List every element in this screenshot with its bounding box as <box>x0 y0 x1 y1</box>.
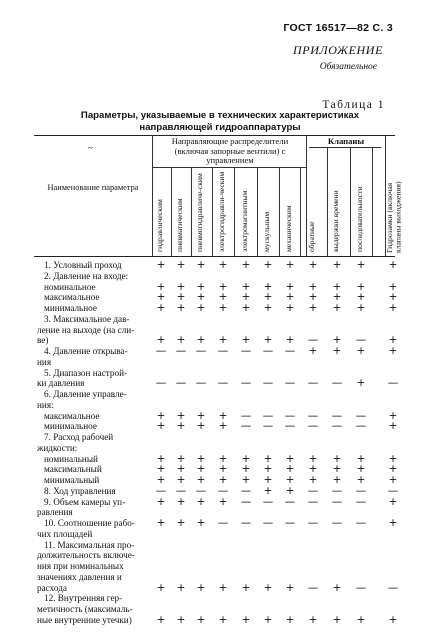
group-header-distributors: Направляющие распределители (включая запорные вентили) с управлением <box>171 136 289 166</box>
applicable-mark: + <box>196 420 206 433</box>
applicable-mark: + <box>263 484 273 497</box>
not-applicable-mark: — <box>307 420 319 433</box>
applicable-mark: + <box>176 452 186 465</box>
applicable-mark: + <box>241 302 251 314</box>
applicable-mark: + <box>176 581 186 594</box>
row-label: минимальное <box>44 303 97 313</box>
not-applicable-mark: — <box>307 495 319 508</box>
applicable-mark: + <box>156 302 166 314</box>
appendix-title: ПРИЛОЖЕНИЕ <box>293 43 383 57</box>
applicable-mark: + <box>285 613 295 626</box>
applicable-mark: + <box>176 259 186 271</box>
applicable-mark: + <box>176 495 186 508</box>
not-applicable-mark: — <box>284 517 296 529</box>
applicable-mark: + <box>196 302 206 314</box>
applicable-mark: + <box>263 259 273 271</box>
applicable-mark: + <box>218 613 228 626</box>
applicable-mark: + <box>332 334 342 347</box>
applicable-mark: + <box>356 291 366 304</box>
applicable-mark: + <box>241 452 251 465</box>
table-number: Таблица 1 <box>322 99 385 111</box>
applicable-mark: + <box>308 345 318 357</box>
column-header: последовательности <box>355 186 364 252</box>
not-applicable-mark: — <box>331 377 343 390</box>
applicable-mark: + <box>156 452 166 465</box>
column-header: электрогидравли-ческим <box>217 171 226 252</box>
row-label: 10. Соотношение рабо- <box>44 518 135 528</box>
not-applicable-mark: — <box>262 495 274 508</box>
applicable-mark: + <box>356 452 366 465</box>
applicable-mark: + <box>218 452 228 465</box>
not-applicable-mark: — <box>217 377 229 390</box>
group-divider-distributors <box>152 167 306 168</box>
applicable-mark: + <box>308 452 318 465</box>
applicable-mark: + <box>332 463 342 476</box>
applicable-mark: + <box>285 259 295 271</box>
applicable-mark: + <box>332 302 342 314</box>
not-applicable-mark: — <box>331 484 343 497</box>
row-label: минимальный <box>44 475 100 485</box>
applicable-mark: + <box>388 259 398 271</box>
row-label: минимальное <box>44 421 97 432</box>
applicable-mark: + <box>196 517 206 529</box>
applicable-mark: + <box>356 345 366 357</box>
row-label: ния <box>37 356 52 367</box>
applicable-mark: + <box>218 291 228 304</box>
applicable-mark: + <box>308 613 318 626</box>
row-label: 1. Условный проход <box>44 260 122 270</box>
applicable-mark: + <box>356 259 366 271</box>
applicable-mark: + <box>218 259 228 271</box>
applicable-mark: + <box>308 280 318 293</box>
applicable-mark: + <box>285 484 295 497</box>
applicable-mark: + <box>263 334 273 347</box>
group-divider-valves <box>309 147 381 148</box>
applicable-mark: + <box>332 581 342 594</box>
not-applicable-mark: — <box>262 420 274 433</box>
row-label: номинальный <box>44 453 98 464</box>
applicable-mark: + <box>308 463 318 476</box>
column-divider <box>212 167 213 256</box>
not-applicable-mark: — <box>155 484 167 497</box>
not-applicable-mark: — <box>307 377 319 390</box>
column-divider <box>191 167 192 256</box>
applicable-mark: + <box>388 280 398 293</box>
applicable-mark: + <box>196 474 206 486</box>
applicable-mark: + <box>388 409 398 422</box>
column-divider <box>234 167 235 256</box>
row-label: 7. Расход рабочей <box>44 432 114 442</box>
column-header: механическим <box>284 205 293 252</box>
param-column-header: Наименование параметра <box>47 183 139 192</box>
applicable-mark: + <box>176 420 186 433</box>
not-applicable-mark: — <box>284 495 296 508</box>
not-applicable-mark: — <box>240 495 252 508</box>
row-label: 11. Максимальная про- <box>44 539 135 550</box>
column-divider <box>300 167 301 256</box>
applicable-mark: + <box>176 280 186 293</box>
applicable-mark: + <box>156 474 166 486</box>
applicable-mark: + <box>263 280 273 293</box>
applicable-mark: + <box>356 377 366 390</box>
applicable-mark: + <box>285 302 295 314</box>
applicable-mark: + <box>332 291 342 304</box>
applicable-mark: + <box>218 463 228 476</box>
applicable-mark: + <box>176 613 186 626</box>
applicable-mark: + <box>176 517 186 529</box>
not-applicable-mark: — <box>355 334 367 347</box>
not-applicable-mark: — <box>307 484 319 497</box>
applicable-mark: + <box>196 581 206 594</box>
not-applicable-mark: — <box>240 517 252 529</box>
not-applicable-mark: — <box>355 495 367 508</box>
applicable-mark: + <box>156 613 166 626</box>
applicable-mark: + <box>285 291 295 304</box>
applicable-mark: + <box>176 302 186 314</box>
not-applicable-mark: — <box>240 377 252 390</box>
row-label: ные внутренние утечки) <box>37 614 132 625</box>
applicable-mark: + <box>156 259 166 271</box>
applicable-mark: + <box>388 452 398 465</box>
row-label: ния при номинальных <box>37 561 124 571</box>
not-applicable-mark: — <box>387 484 399 497</box>
applicable-mark: + <box>156 517 166 529</box>
row-label: ление на выходе (на сли- <box>37 324 135 335</box>
row-label: ния: <box>37 399 54 410</box>
applicable-mark: + <box>356 474 366 486</box>
row-label: 12. Внутренняя гер- <box>44 593 123 604</box>
column-divider <box>171 167 172 256</box>
not-applicable-mark: — <box>307 334 319 347</box>
not-applicable-mark: — <box>155 345 167 357</box>
group-header-valves: Клапаны <box>327 136 365 146</box>
not-applicable-mark: — <box>307 581 319 594</box>
applicable-mark: + <box>218 409 228 422</box>
row-label: 8. Ход управления <box>44 485 116 496</box>
row-label: равления <box>37 507 73 518</box>
applicable-mark: + <box>196 495 206 508</box>
applicable-mark: + <box>196 334 206 347</box>
row-label: максимальное <box>44 292 100 303</box>
applicable-mark: + <box>196 291 206 304</box>
column-divider <box>257 167 258 256</box>
applicable-mark: + <box>308 302 318 314</box>
not-applicable-mark: — <box>387 581 399 594</box>
applicable-mark: + <box>196 463 206 476</box>
not-applicable-mark: — <box>355 517 367 529</box>
column-divider <box>152 135 153 256</box>
applicable-mark: + <box>388 474 398 486</box>
applicable-mark: + <box>332 474 342 486</box>
not-applicable-mark: — <box>355 409 367 422</box>
appendix-subtitle: Обязательное <box>319 62 377 72</box>
row-label: должительность включе- <box>37 550 135 561</box>
not-applicable-mark: — <box>175 484 187 497</box>
applicable-mark: + <box>356 463 366 476</box>
table-header-rule <box>34 256 395 257</box>
not-applicable-mark: — <box>195 484 207 497</box>
applicable-mark: + <box>332 613 342 626</box>
not-applicable-mark: — <box>240 484 252 497</box>
applicable-mark: + <box>263 291 273 304</box>
applicable-mark: + <box>332 280 342 293</box>
applicable-mark: + <box>285 452 295 465</box>
not-applicable-mark: — <box>262 409 274 422</box>
row-label: ве) <box>37 335 49 346</box>
row-label: жидкости: <box>37 442 78 453</box>
not-applicable-mark: — <box>262 517 274 529</box>
not-applicable-mark: — <box>331 495 343 508</box>
not-applicable-mark: — <box>355 581 367 594</box>
column-header: Гидрозамки (включая клапаны выходжения) <box>385 181 403 253</box>
page-header: ГОСТ 16517—82 С. 3 <box>283 22 393 34</box>
applicable-mark: + <box>332 259 342 271</box>
applicable-mark: + <box>196 409 206 422</box>
column-header: мускульным <box>262 211 271 252</box>
row-label: максимальный <box>44 464 102 475</box>
row-label: ки давления <box>37 378 85 389</box>
applicable-mark: + <box>241 259 251 271</box>
applicable-mark: + <box>263 474 273 486</box>
applicable-mark: + <box>156 280 166 293</box>
applicable-mark: + <box>218 495 228 508</box>
not-applicable-mark: — <box>284 409 296 422</box>
not-applicable-mark: — <box>217 484 229 497</box>
column-header: пневматическим <box>175 198 184 252</box>
not-applicable-mark: — <box>355 420 367 433</box>
applicable-mark: + <box>388 495 398 508</box>
not-applicable-mark: — <box>195 377 207 390</box>
applicable-mark: + <box>156 334 166 347</box>
applicable-mark: + <box>332 452 342 465</box>
applicable-mark: + <box>285 334 295 347</box>
applicable-mark: + <box>308 259 318 271</box>
not-applicable-mark: — <box>355 484 367 497</box>
applicable-mark: + <box>263 452 273 465</box>
row-label: максимальное <box>44 410 100 421</box>
column-divider <box>350 147 351 256</box>
applicable-mark: + <box>308 291 318 304</box>
applicable-mark: + <box>196 452 206 465</box>
applicable-mark: + <box>332 345 342 357</box>
applicable-mark: + <box>263 463 273 476</box>
applicable-mark: + <box>241 581 251 594</box>
applicable-mark: + <box>176 409 186 422</box>
column-header: электромагнитным <box>240 190 249 252</box>
not-applicable-mark: — <box>175 345 187 357</box>
applicable-mark: + <box>356 302 366 314</box>
not-applicable-mark: — <box>175 377 187 390</box>
not-applicable-mark: — <box>240 420 252 433</box>
row-label: 6. Давление управле- <box>44 389 127 399</box>
applicable-mark: + <box>196 613 206 626</box>
applicable-mark: + <box>263 302 273 314</box>
applicable-mark: + <box>285 463 295 476</box>
applicable-mark: + <box>156 495 166 508</box>
applicable-mark: + <box>196 280 206 293</box>
not-applicable-mark: — <box>217 345 229 357</box>
row-label: метичность (максималь- <box>37 604 133 614</box>
applicable-mark: + <box>218 334 228 347</box>
not-applicable-mark: — <box>331 420 343 433</box>
column-header: гидравлическим <box>155 199 164 252</box>
applicable-mark: + <box>156 420 166 433</box>
applicable-mark: + <box>285 474 295 486</box>
not-applicable-mark: — <box>217 517 229 529</box>
applicable-mark: + <box>241 463 251 476</box>
not-applicable-mark: — <box>284 377 296 390</box>
applicable-mark: + <box>263 613 273 626</box>
applicable-mark: + <box>156 463 166 476</box>
row-label: 5. Диапазон настрой- <box>44 367 128 378</box>
applicable-mark: + <box>388 302 398 314</box>
not-applicable-mark: — <box>307 517 319 529</box>
not-applicable-mark: — <box>240 345 252 357</box>
applicable-mark: + <box>388 463 398 476</box>
applicable-mark: + <box>176 474 186 486</box>
row-label: чих площадей <box>37 528 93 539</box>
applicable-mark: + <box>285 581 295 594</box>
row-label: 3. Максимальное дав- <box>44 313 130 324</box>
applicable-mark: + <box>241 291 251 304</box>
applicable-mark: + <box>176 334 186 347</box>
not-applicable-mark: — <box>284 345 296 357</box>
applicable-mark: + <box>241 474 251 486</box>
applicable-mark: + <box>388 291 398 304</box>
not-applicable-mark: — <box>262 345 274 357</box>
not-applicable-mark: — <box>262 377 274 390</box>
applicable-mark: + <box>176 291 186 304</box>
applicable-mark: + <box>263 581 273 594</box>
applicable-mark: + <box>241 334 251 347</box>
applicable-mark: + <box>388 517 398 529</box>
not-applicable-mark: — <box>240 409 252 422</box>
applicable-mark: + <box>218 474 228 486</box>
column-header: обратные <box>307 221 316 252</box>
applicable-mark: + <box>218 420 228 433</box>
not-applicable-mark: — <box>331 517 343 529</box>
column-header: выдержки времени <box>331 190 340 252</box>
column-divider <box>372 147 373 256</box>
applicable-mark: + <box>241 280 251 293</box>
applicable-mark: + <box>241 613 251 626</box>
applicable-mark: + <box>156 291 166 304</box>
applicable-mark: + <box>285 280 295 293</box>
row-label: расхода <box>37 582 67 593</box>
applicable-mark: + <box>388 345 398 357</box>
applicable-mark: + <box>218 280 228 293</box>
applicable-mark: + <box>388 613 398 626</box>
header-tilde: ~ <box>88 143 93 153</box>
applicable-mark: + <box>388 334 398 347</box>
applicable-mark: + <box>196 259 206 271</box>
applicable-mark: + <box>156 581 166 594</box>
applicable-mark: + <box>388 420 398 433</box>
row-label: номинальное <box>44 281 96 292</box>
applicable-mark: + <box>218 302 228 314</box>
not-applicable-mark: — <box>307 409 319 422</box>
not-applicable-mark: — <box>387 377 399 390</box>
row-label: 2. Давление на входе: <box>44 270 129 281</box>
column-divider <box>279 167 280 256</box>
not-applicable-mark: — <box>331 409 343 422</box>
applicable-mark: + <box>308 474 318 486</box>
row-label: 4. Давление открыва- <box>44 346 128 356</box>
column-divider <box>327 147 328 256</box>
not-applicable-mark: — <box>155 377 167 390</box>
row-label: 9. Объем камеры уп- <box>44 496 126 507</box>
applicable-mark: + <box>156 409 166 422</box>
applicable-mark: + <box>356 280 366 293</box>
column-header: пневмогидравличе-ским <box>195 173 204 252</box>
applicable-mark: + <box>218 581 228 594</box>
row-label: значениях давления и <box>37 571 122 582</box>
not-applicable-mark: — <box>284 420 296 433</box>
table-title: Параметры, указываемые в технических характеристиках направляющей гидроаппаратуры <box>80 110 360 133</box>
not-applicable-mark: — <box>195 345 207 357</box>
applicable-mark: + <box>356 613 366 626</box>
applicable-mark: + <box>176 463 186 476</box>
